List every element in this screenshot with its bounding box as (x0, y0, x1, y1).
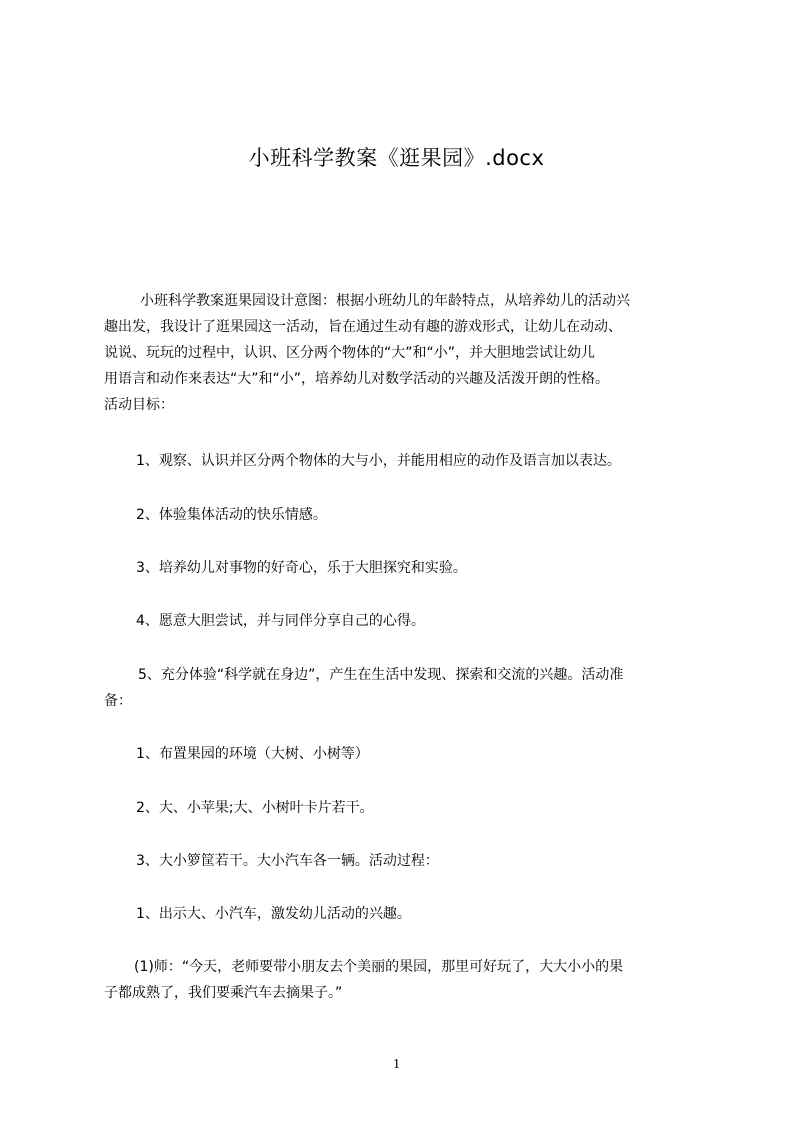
intro-line-2: 趣出发，我设计了逛果园这一活动，旨在通过生动有趣的游戏形式，让幼儿在动动、 (104, 319, 622, 335)
prep-item-1: 1、布置果园的环境（大树、小树等） (136, 746, 369, 762)
prep-item-2: 2、大、小苹果;大、小树叶卡片若干。 (136, 800, 374, 816)
process-item-1: 1、出示大、小汽车，激发幼儿活动的兴趣。 (136, 906, 411, 922)
page-number: 1 (393, 1057, 400, 1072)
goal-item-2: 2、体验集体活动的快乐情感。 (136, 507, 327, 523)
goal-item-5-line-1: 5、充分体验“科学就在身边”，产生在生活中发现、探索和交流的兴趣。活动准 (138, 667, 624, 683)
prep-item-3: 3、大小箩筐若干。大小汽车各一辆。活动过程： (136, 853, 439, 869)
goal-item-5-line-2: 备： (104, 693, 132, 709)
goal-item-4: 4、愿意大胆尝试，并与同伴分享自己的心得。 (136, 613, 425, 629)
intro-line-4: 用语言和动作来表达“大”和“小”，培养幼儿对数学活动的兴趣及活泼开朗的性格。 (104, 371, 610, 387)
intro-line-3: 说说、玩玩的过程中，认识、区分两个物体的“大”和“小”，并大胆地尝试让幼儿 (104, 345, 596, 361)
document-title: 小班科学教案《逛果园》.docx (248, 146, 545, 170)
goals-heading: 活动目标： (104, 397, 174, 413)
teacher-quote-line-1: (1)师：“今天，老师要带小朋友去个美丽的果园，那里可好玩了，大大小小的果 (134, 959, 624, 975)
goal-item-5 (104, 662, 704, 714)
intro-line-1: 小班科学教案逛果园设计意图：根据小班幼儿的年龄特点，从培养幼儿的活动兴 (140, 293, 630, 309)
goal-item-3: 3、培养幼儿对事物的好奇心，乐于大胆探究和实验。 (136, 560, 467, 576)
teacher-quote (104, 954, 704, 1006)
goal-item-1: 1、观察、认识并区分两个物体的大与小，并能用相应的动作及语言加以表达。 (136, 453, 621, 469)
teacher-quote-line-2: 子都成熟了，我们要乘汽车去摘果子。” (104, 985, 343, 1001)
intro-paragraph (104, 288, 704, 418)
